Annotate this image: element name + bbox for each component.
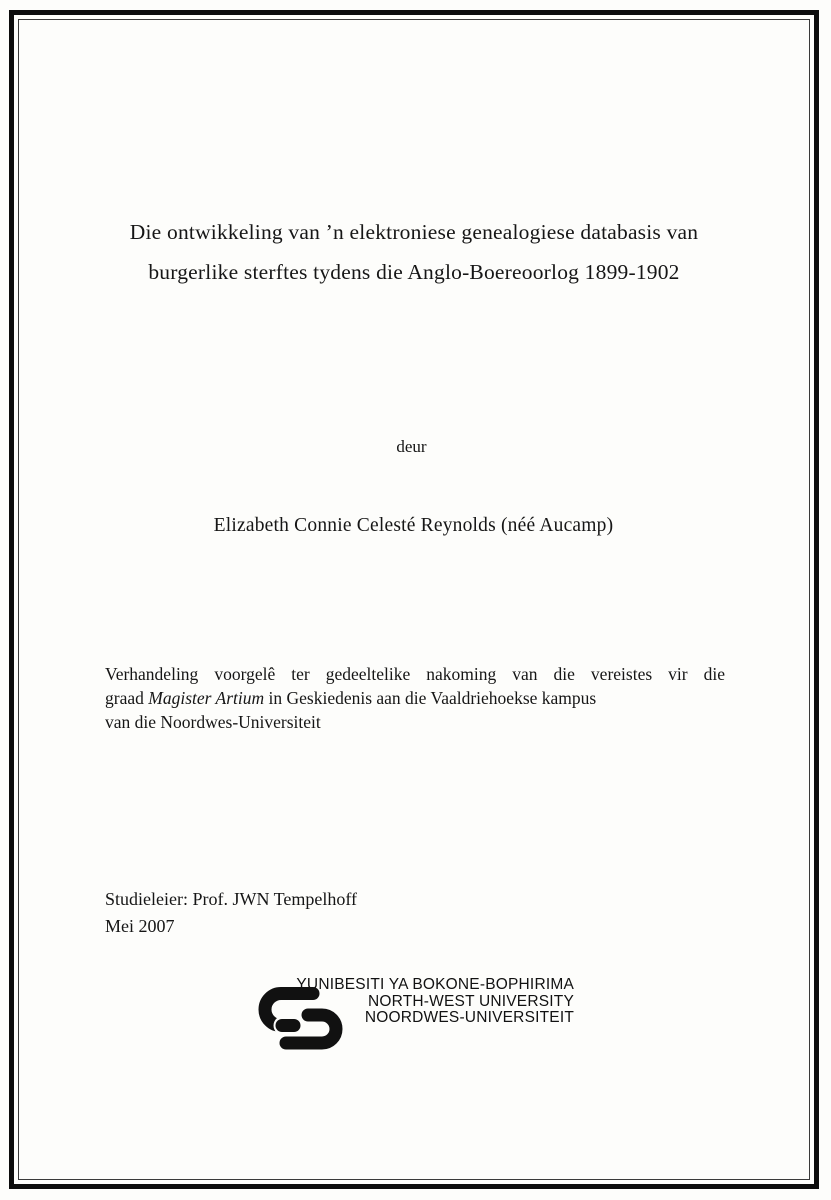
date-line: Mei 2007 [105,916,175,936]
logo-line-afrikaans: NOORDWES-UNIVERSITEIT [364,1009,574,1026]
submission-statement [105,662,725,734]
supervisor-block [105,886,357,940]
logo-line-english: NORTH-WEST UNIVERSITY [367,992,574,1010]
degree-name: Magister Artium [148,688,265,708]
supervisor-line: Studieleier: Prof. JWN Tempelhoff [105,889,358,909]
submission-line1: Verhandeling voorgelê ter gedeeltelike nakoming van die vereistes vir die [105,664,725,684]
author-name: Elizabeth Connie Celesté Reynolds (néé Aucamp) [213,515,614,536]
logo-line-setswana: YUNIBESITI YA BOKONE-BOPHIRIMA [296,976,574,993]
university-logo [258,974,580,1056]
submission-line2 [105,686,725,710]
submission-line2-prefix: graad [105,688,149,708]
submission-line2-suffix: in Geskiedenis aan die Vaaldriehoekse kampus [264,688,597,708]
thesis-title [92,212,736,292]
submission-line3: van die Noordwes-Universiteit [105,712,321,732]
thesis-title-line2: burgerlike sterftes tydens die Anglo-Boereoorlog 1899-1902 [148,260,680,284]
thesis-title-line1: Die ontwikkeling van ’n elektroniese genealogiese databasis van [129,220,699,244]
university-logo-text [296,977,574,1027]
byline-preposition: deur [396,437,427,456]
